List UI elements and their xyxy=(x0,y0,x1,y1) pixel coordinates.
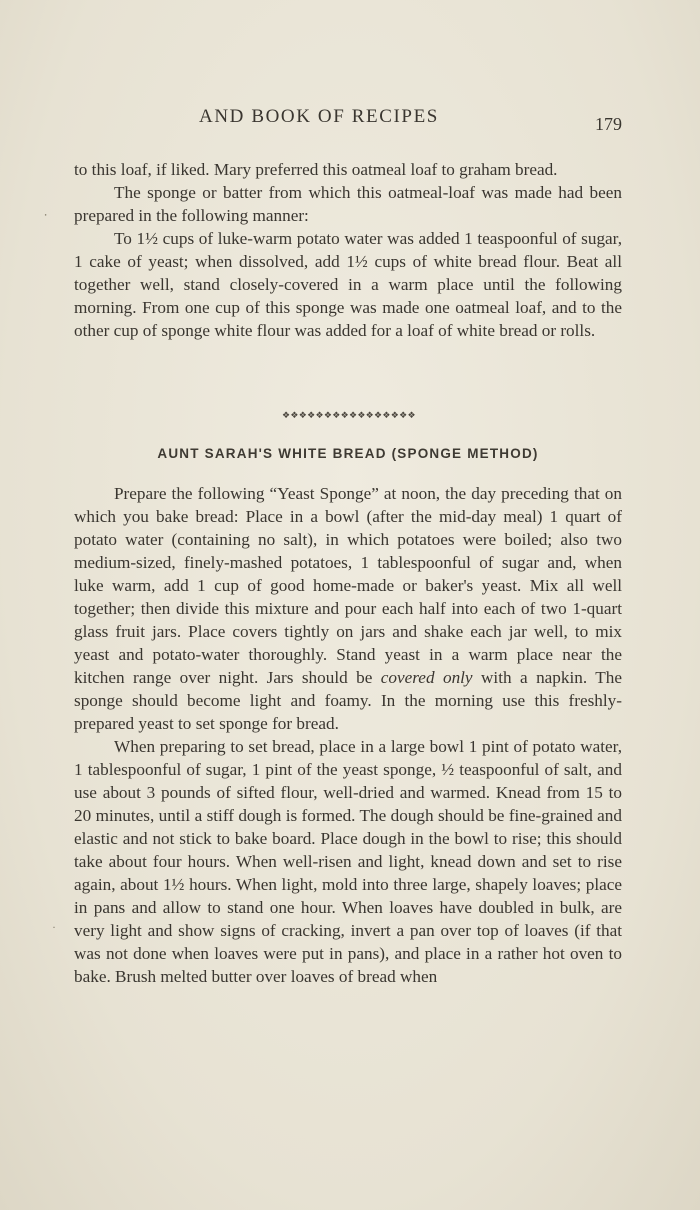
margin-mark: · xyxy=(52,920,56,934)
running-head xyxy=(74,104,622,134)
intro-text-block xyxy=(74,158,622,342)
margin-mark: ⸱ xyxy=(44,208,48,222)
paragraph xyxy=(74,482,622,735)
page-number: 179 xyxy=(595,114,622,134)
paragraph: The sponge or batter from which this oatmeal-loaf was made had been prepared in the following manner: xyxy=(74,183,622,225)
recipe-heading: AUNT SARAH'S WHITE BREAD (SPONGE METHOD) xyxy=(157,446,539,461)
paragraph: When preparing to set bread, place in a large bowl 1 pint of potato water, 1 tablespoonful of sugar, 1 pint of the yeast sponge, ½ teaspoonful of salt, and use about 3 pounds of sifted flour, well-dried and warmed. Knead from 15 to 20 minutes, until a stiff dough is formed. The dough should be fine-grained and elastic and not stick to bake board. Place dough in the bowl to rise; this should take about four hours. When well-risen and light, knead down and set to rise again, about 1½ hours. When light, mold into three large, shapely loaves; place in pans and allow to stand one hour. When loaves have doubled in bulk, are very light and show signs of cracking, invert a pan over top of loaves (if that was not done when loaves were put in pans), and place in a rather hot oven to bake. Brush melted butter over loaves of bread when xyxy=(74,737,622,986)
paragraph-text: Prepare the following “Yeast Sponge” at noon, the day preceding that on which you bake bread: Place in a bowl (after the mid-day meal) 1 quart of potato water (containing no salt), in which potatoes were boiled; also two medium-sized, finely-mashed potatoes, 1 tablespoonful of sugar and, when luke warm, add 1 cup of good home-made or baker's yeast. Mix all well together; then divide this mixture and pour each half into each of two 1-quart glass fruit jars. Place covers tightly on jars and shake each jar well, to mix yeast and potato-water thoroughly. Stand yeast in a warm place near the kitchen range over night. Jars should be xyxy=(74,484,622,687)
paragraph-text: with a napkin. The sponge should become light and foamy. In the morning use this freshly-prepared yeast to set sponge for bread. xyxy=(74,668,622,733)
paragraph: to this loaf, if liked. Mary preferred this oatmeal loaf to graham bread. xyxy=(74,160,558,179)
paragraph: To 1½ cups of luke-warm potato water was added 1 teaspoonful of sugar, 1 cake of yeast; when dissolved, add 1½ cups of white bread flour. Beat all together well, stand closely-covered in a warm place until the following morning. From one cup of this sponge was made one oatmeal loaf, and to the other cup of sponge white flour was added for a loaf of white bread or rolls. xyxy=(74,229,622,340)
ornament-divider: ❖❖❖❖❖❖❖❖❖❖❖❖❖❖❖❖ xyxy=(282,410,416,420)
emphasis-text: covered only xyxy=(380,668,473,687)
running-title: AND BOOK OF RECIPES xyxy=(199,106,439,127)
recipe-text-block xyxy=(74,482,622,988)
